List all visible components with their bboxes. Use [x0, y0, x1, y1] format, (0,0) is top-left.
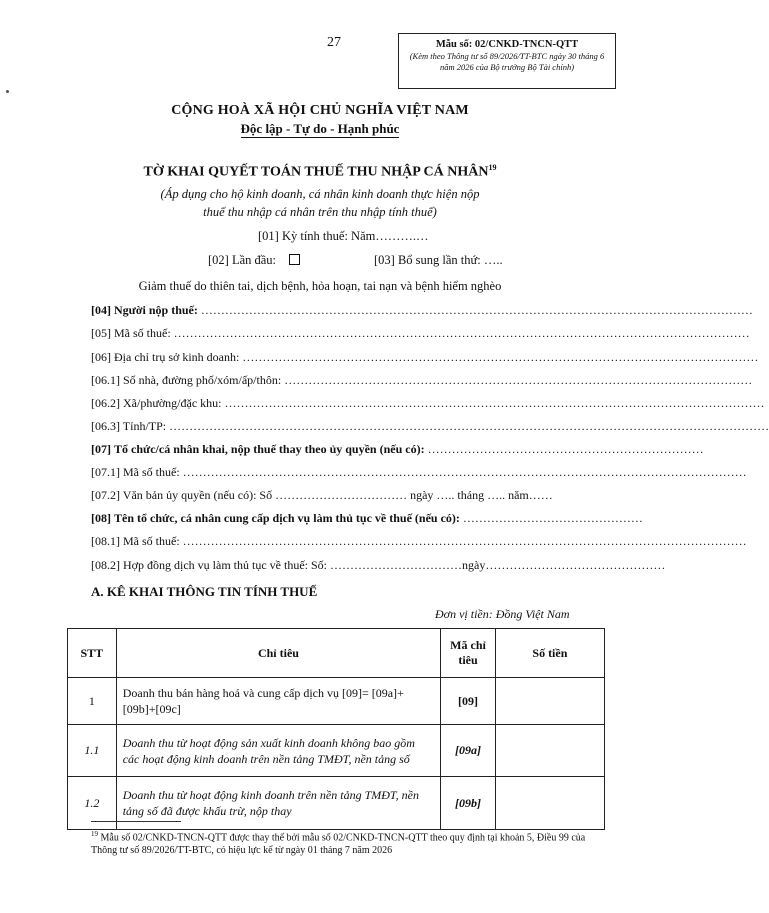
row-stt: 1.2 [68, 777, 117, 830]
field-tax-service-provider[interactable] [91, 511, 643, 526]
tax-reduction-line: Giảm thuế do thiên tai, dịch bệnh, hỏa hoạn, tai nạn và bệnh hiểm nghèo [138, 279, 502, 293]
form-title [0, 163, 640, 181]
field-province[interactable] [91, 419, 769, 434]
field-dots: ……………………………………………………………………………………………………………………………… [173, 326, 750, 340]
currency-unit: Đơn vị tiền: Đồng Việt Nam [435, 607, 570, 621]
field-dots: …………………………………………………………………………………………………………………………… [182, 465, 747, 479]
field-code: [08] [91, 511, 111, 525]
field-label: Tên tổ chức, cá nhân cung cấp dịch vụ làm thủ tục về thuế (nếu có): [114, 511, 460, 525]
field-taxpayer[interactable] [91, 303, 753, 318]
first-time-text: Lần đầu: [231, 253, 277, 267]
tax-period-code: [01] [258, 229, 279, 243]
field-dots: ………………………………………………………………………………………………………………………… [200, 303, 753, 317]
row-code: [09] [441, 678, 496, 725]
field-dots: …………………………………………………………… [427, 442, 704, 456]
table-header-row [68, 629, 605, 678]
row-desc: Doanh thu từ hoạt động kinh doanh trên nền tảng TMĐT, nền tảng số đã được khấu trừ, nộp thay [116, 777, 441, 830]
form-code-note: (Kèm theo Thông tư số 89/2026/TT-BTC ngày 30 tháng 6 năm 2026 của Bộ trưởng Bộ Tài chính) [409, 51, 605, 72]
field-code: [07] [91, 442, 111, 456]
form-subtitle: (Áp dụng cho hộ kinh doanh, cá nhân kinh doanh thực hiện nộp thuế thu nhập cá nhân trên thu nhập tính thuế) [160, 187, 480, 219]
motto-text: Độc lập - Tự do - Hạnh phúc [240, 121, 400, 136]
section-a-heading: A. KÊ KHAI THÔNG TIN TÍNH THUẾ [91, 584, 318, 599]
field-dots: …………………………………………………………………………………………………………………………… [182, 534, 747, 548]
field-dots: ……………………………………………………………………………………………………………………… [224, 396, 765, 410]
field-dots: ……………………………………… [462, 511, 643, 525]
field-authorization-doc[interactable] [91, 488, 601, 503]
title-footnote-mark: 19 [488, 163, 497, 172]
table-row [68, 725, 605, 777]
field-authorized-agent[interactable] [91, 442, 704, 457]
motto [0, 121, 640, 137]
page-number: 27 [327, 35, 341, 50]
row-amount-input[interactable] [495, 678, 604, 725]
field-code: [06] [91, 350, 111, 364]
field-code: [05] [91, 326, 111, 340]
header-amount: Số tiền [495, 629, 604, 678]
field-label: Số nhà, đường phố/xóm/ấp/thôn: [123, 373, 282, 387]
footnote-mark: 19 [91, 830, 98, 838]
table-row [68, 678, 605, 725]
row-code: [09b] [441, 777, 496, 830]
field-code: [08.2] [91, 558, 120, 572]
field-label: Mã số thuế: [114, 326, 171, 340]
page-mark [6, 90, 9, 93]
field-service-contract[interactable] [91, 558, 666, 573]
supplement-line[interactable] [374, 253, 503, 268]
field-label: Địa chỉ trụ sở kinh doanh: [114, 350, 240, 364]
tax-period-line[interactable] [258, 229, 428, 244]
field-tax-id[interactable] [91, 326, 750, 341]
field-code: [08.1] [91, 534, 120, 548]
row-amount-input[interactable] [495, 725, 604, 777]
field-provider-tax-id[interactable] [91, 534, 747, 549]
form-code: Mẫu số: 02/CNKD-TNCN-QTT [435, 39, 579, 50]
row-stt: 1 [68, 678, 117, 725]
field-agent-tax-id[interactable] [91, 465, 747, 480]
footnote-text: Mẫu số 02/CNKD-TNCN-QTT được thay thế bởi mẫu số 02/CNKD-TNCN-QTT theo quy định tại khoản 5, Điều 99 của Thông tư số 89/2026/TT-BTC, có hiệu lực kể từ ngày 01 tháng 7 năm 2026 [91, 832, 586, 857]
field-code: [07.2] [91, 488, 120, 502]
row-stt: 1.1 [68, 725, 117, 777]
nation-heading: CỘNG HOÀ XÃ HỘI CHỦ NGHĨA VIỆT NAM [171, 103, 469, 118]
field-street[interactable] [91, 373, 753, 388]
field-dots: …………………………… ngày ….. tháng ….. năm…… [275, 488, 553, 502]
header-stt: STT [68, 629, 117, 678]
tax-period-text: Kỳ tính thuế: Năm……….… [281, 229, 429, 243]
row-amount-input[interactable] [495, 777, 604, 830]
field-label: Xã/phường/đặc khu: [123, 396, 222, 410]
row-code: [09a] [441, 725, 496, 777]
field-label: Mã số thuế: [123, 534, 180, 548]
first-time-line [208, 253, 300, 268]
form-title-text: TỜ KHAI QUYẾT TOÁN THUẾ THU NHẬP CÁ NHÂN [143, 164, 489, 180]
footnote-divider [91, 821, 181, 822]
field-label: Mã số thuế: [123, 465, 180, 479]
field-dots: ……………………………ngày……………………………………… [330, 558, 666, 572]
first-time-checkbox[interactable] [289, 254, 300, 265]
header-code: Mã chỉ tiêu [441, 629, 496, 678]
field-dots: …………………………………………………………………………………………………………………………………… [169, 419, 769, 433]
field-code: [07.1] [91, 465, 120, 479]
header-indicator: Chỉ tiêu [116, 629, 441, 678]
first-time-code: [02] [208, 253, 229, 267]
field-label: Tỉnh/TP: [122, 419, 167, 433]
row-desc: Doanh thu từ hoạt động sản xuất kinh doanh không bao gồm các hoạt động kinh doanh trên nền tảng TMĐT, nền tảng số [116, 725, 441, 777]
tax-table [67, 628, 605, 830]
supplement-code: [03] [374, 253, 395, 267]
field-label: Hợp đồng dịch vụ làm thủ tục về thuế: Số: [123, 558, 327, 572]
field-dots: ………………………………………………………………………………………………………………… [242, 350, 759, 364]
field-ward[interactable] [91, 396, 765, 411]
field-business-address[interactable] [91, 350, 759, 365]
form-code-box [398, 33, 616, 89]
field-code: [04] [91, 303, 111, 317]
field-dots: ……………………………………………………………………………………………………… [284, 373, 753, 387]
field-code: [06.2] [91, 396, 120, 410]
supplement-text: Bổ sung lần thứ: ….. [397, 253, 503, 267]
field-code: [06.3] [91, 419, 120, 433]
field-label: Văn bản ủy quyền (nếu có): Số [122, 488, 273, 502]
field-code: [06.1] [91, 373, 120, 387]
row-desc: Doanh thu bán hàng hoá và cung cấp dịch vụ [09]= [09a]+[09b]+[09c] [116, 678, 441, 725]
field-label: Tổ chức/cá nhân khai, nộp thuế thay theo ủy quyền (nếu có): [114, 442, 425, 456]
field-label: Người nộp thuế: [114, 303, 198, 317]
footnote [91, 828, 611, 857]
